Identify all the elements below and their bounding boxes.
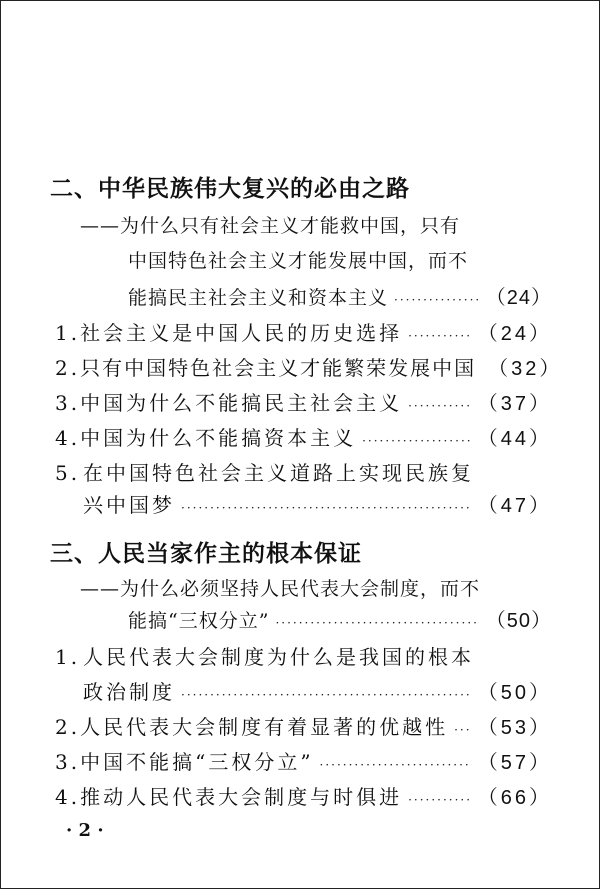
dot-leader xyxy=(408,329,472,343)
page-ref: （53） xyxy=(477,717,552,739)
page-ref: （50） xyxy=(485,610,552,632)
item-number: 5. xyxy=(55,461,81,485)
section-subtitle-line: 能搞“三权分立” xyxy=(128,610,270,632)
toc-entry[interactable] xyxy=(83,489,552,518)
item-number: 4. xyxy=(55,785,81,809)
toc-entry[interactable] xyxy=(55,781,552,810)
toc-entry[interactable] xyxy=(55,387,552,416)
toc-entry[interactable] xyxy=(128,281,552,310)
section-subtitle-line: 能搞民主社会主义和资本主义 xyxy=(128,287,389,309)
item-title: 推动人民代表大会制度与时俱进 xyxy=(80,785,403,809)
item-title: 中国为什么不能搞民主社会主义 xyxy=(80,391,403,415)
toc-entry[interactable] xyxy=(128,604,552,633)
toc-entry[interactable] xyxy=(55,422,552,451)
section-subtitle-line: ——为什么只有社会主义才能救中国，只有 xyxy=(80,215,461,237)
item-number: 1. xyxy=(55,321,81,345)
toc-entry[interactable] xyxy=(55,352,563,381)
item-number: 1. xyxy=(55,645,81,669)
dot-leader xyxy=(181,688,472,702)
item-title: 社会主义是中国人民的历史选择 xyxy=(80,321,403,345)
page-ref: （57） xyxy=(477,752,552,774)
item-title: 人民代表大会制度为什么是我国的根本 xyxy=(83,645,474,669)
page-ref: （47） xyxy=(477,495,552,517)
dot-leader xyxy=(320,758,472,772)
item-number: 3. xyxy=(55,750,81,774)
dot-leader xyxy=(454,723,472,737)
dot-leader xyxy=(275,616,479,630)
toc-entry[interactable] xyxy=(83,676,552,705)
item-title: 只有中国特色社会主义才能繁荣发展中国 xyxy=(80,356,477,380)
section-subtitle-line: 中国特色社会主义才能发展中国，而不 xyxy=(128,250,469,272)
section-subtitle-line: ——为什么必须坚持人民代表大会制度，而不 xyxy=(80,578,481,600)
dot-leader xyxy=(362,434,472,448)
dot-leader xyxy=(394,293,480,307)
item-number: 4. xyxy=(55,426,81,450)
toc-entry[interactable] xyxy=(55,711,552,740)
item-number: 3. xyxy=(55,391,81,415)
page-ref: （44） xyxy=(477,428,552,450)
item-title: 在中国特色社会主义道路上实现民族复 xyxy=(83,461,474,485)
item-title: 人民代表大会制度有着显著的优越性 xyxy=(80,715,449,739)
dot-leader xyxy=(408,399,472,413)
page-ref: （37） xyxy=(477,393,552,415)
dot-leader xyxy=(408,793,472,807)
toc-entry-line[interactable] xyxy=(55,457,474,486)
toc-entry-line[interactable] xyxy=(55,641,474,670)
page-ref: （32） xyxy=(488,358,563,380)
item-title-cont: 政治制度 xyxy=(83,680,175,704)
section-title: 三、人民当家作主的根本保证 xyxy=(50,541,362,567)
item-number: 2. xyxy=(55,715,81,739)
item-title: 中国为什么不能搞资本主义 xyxy=(80,426,357,450)
page-ref: （24） xyxy=(485,287,552,309)
item-number: 2. xyxy=(55,356,81,380)
toc-entry[interactable] xyxy=(55,317,552,346)
item-title-cont: 兴中国梦 xyxy=(83,493,175,517)
page-ref: （66） xyxy=(477,787,552,809)
dot-leader xyxy=(181,501,472,515)
item-title: 中国不能搞“三权分立” xyxy=(80,750,314,774)
page-ref: （50） xyxy=(477,682,552,704)
page-ref: （24） xyxy=(477,323,552,345)
section-title: 二、中华民族伟大复兴的必由之路 xyxy=(50,176,410,202)
toc-entry[interactable] xyxy=(55,746,552,775)
page-number: · 2 · xyxy=(66,820,104,841)
